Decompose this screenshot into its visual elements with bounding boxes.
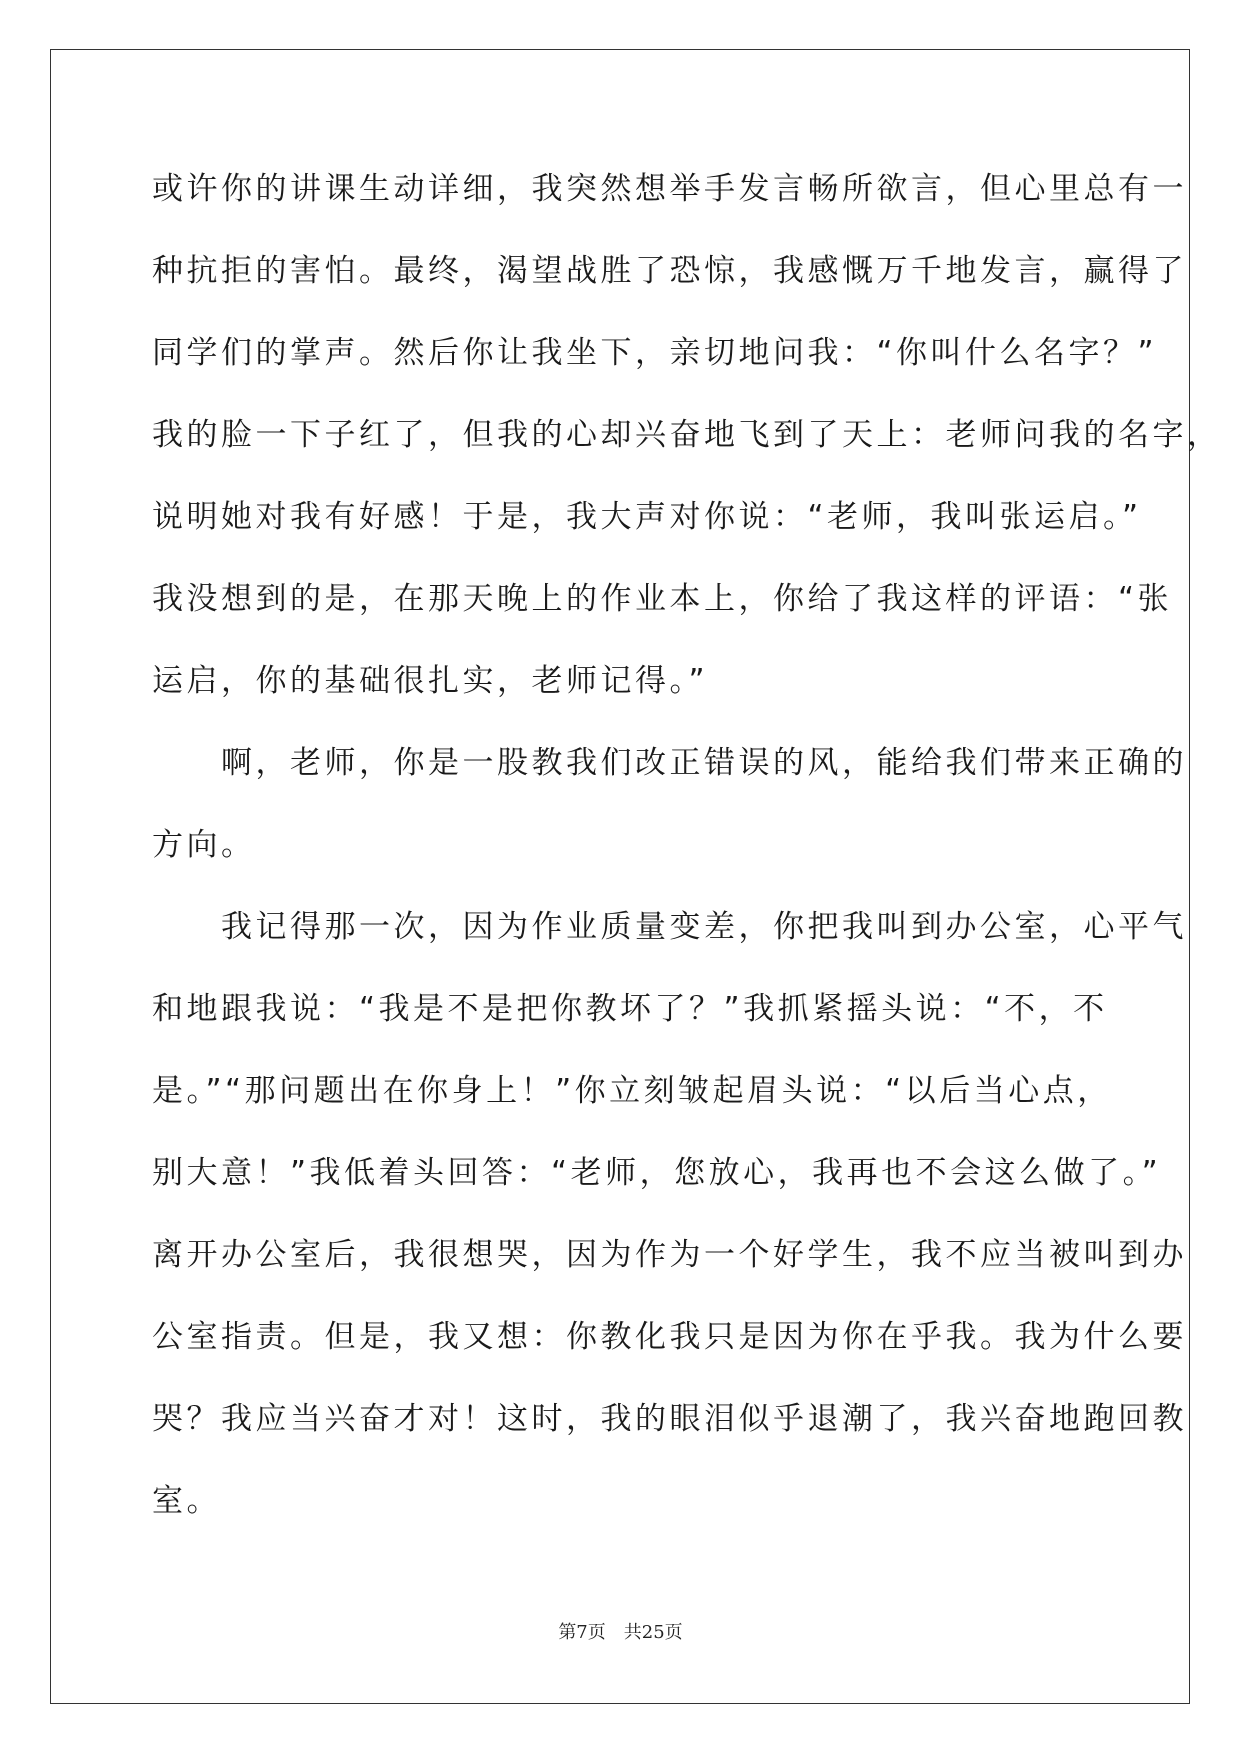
text-line: 说明她对我有好感！于是，我大声对你说：“老师，我叫张运启。” — [152, 499, 1142, 535]
text-line: 哭？我应当兴奋才对！这时，我的眼泪似乎退潮了，我兴奋地跑回教 — [152, 1401, 1187, 1437]
text-line: 室。 — [152, 1483, 221, 1519]
text-line: 是。”“那问题出在你身上！”你立刻皱起眉头说：“以后当心点， — [152, 1073, 1112, 1109]
text-line: 别大意！”我低着头回答：“老师，您放心，我再也不会这么做了。” — [152, 1155, 1162, 1191]
text-line: 方向。 — [152, 827, 256, 863]
document-body — [152, 148, 1222, 1542]
text-line: 同学们的掌声。然后你让我坐下，亲切地问我：“你叫什么名字？” — [152, 335, 1158, 371]
text-line: 离开办公室后，我很想哭，因为作为一个好学生，我不应当被叫到办 — [152, 1237, 1187, 1273]
text-line: 啊，老师，你是一股教我们改正错误的风，能给我们带来正确的 — [152, 745, 1187, 781]
page-number-footer: 第7页 共25页 — [558, 1622, 683, 1643]
text-line: 或许你的讲课生动详细，我突然想举手发言畅所欲言，但心里总有一 — [152, 171, 1187, 207]
text-line: 我记得那一次，因为作业质量变差，你把我叫到办公室，心平气 — [152, 909, 1187, 945]
text-line: 我的脸一下子红了，但我的心却兴奋地飞到了天上：老师问我的名字， — [152, 417, 1222, 453]
text-line: 我没想到的是，在那天晚上的作业本上，你给了我这样的评语：“张 — [152, 581, 1173, 617]
text-line: 种抗拒的害怕。最终，渴望战胜了恐惊，我感慨万千地发言，赢得了 — [152, 253, 1187, 289]
text-line: 和地跟我说：“我是不是把你教坏了？”我抓紧摇头说：“不，不 — [152, 991, 1108, 1027]
text-line: 公室指责。但是，我又想：你教化我只是因为你在乎我。我为什么要 — [152, 1319, 1187, 1355]
text-line: 运启，你的基础很扎实，老师记得。” — [152, 663, 709, 699]
